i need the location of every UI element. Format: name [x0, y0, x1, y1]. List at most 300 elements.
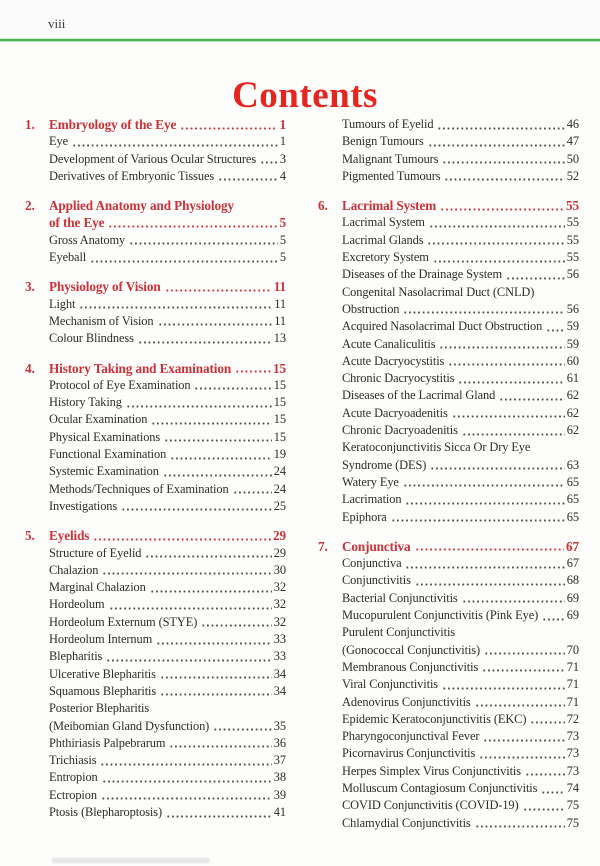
page-number: 70 — [566, 642, 579, 657]
dot-leader — [156, 631, 272, 648]
toc-entry — [342, 266, 579, 283]
toc-entry — [49, 377, 286, 394]
toc-entry — [342, 439, 579, 474]
chapter-body — [49, 527, 286, 544]
entry-text: Lacrimal System — [342, 215, 425, 230]
toc-row — [342, 232, 579, 249]
toc-row — [49, 752, 286, 769]
dot-leader — [458, 370, 564, 387]
chapter-number: 4. — [25, 360, 35, 376]
entry-text: Conjunctivitis — [342, 573, 411, 588]
dot-leader — [180, 116, 277, 133]
toc-row — [342, 457, 579, 474]
dot-leader — [109, 596, 272, 613]
toc-entry — [342, 555, 579, 572]
page-number: 71 — [566, 659, 579, 674]
entry-text: Lacrimal Glands — [342, 232, 424, 247]
dot-leader — [442, 676, 565, 693]
dot-leader — [444, 168, 564, 185]
page-number: 1 — [279, 134, 286, 149]
toc-row — [49, 631, 286, 648]
toc-row — [342, 422, 579, 439]
chapter-body — [49, 197, 286, 232]
toc-entry — [49, 249, 286, 266]
toc-row — [49, 545, 286, 562]
page-number: 11 — [274, 313, 286, 328]
entry-text: Diseases of the Lacrimal Gland — [342, 388, 496, 403]
dot-leader — [106, 648, 272, 665]
dot-leader — [126, 394, 272, 411]
page-number: 15 — [273, 412, 286, 427]
toc-entry — [49, 787, 286, 804]
toc-entry — [49, 429, 286, 446]
entry-text: Viral Conjunctivitis — [342, 677, 439, 692]
toc-entry — [49, 683, 286, 700]
page-number: 13 — [273, 331, 286, 346]
dot-leader — [525, 763, 565, 780]
entry-text: Epidemic Keratoconjunctivitis (EKC) — [342, 711, 527, 726]
page-number: 36 — [273, 735, 286, 750]
entry-text: Derivatives of Embryonic Tissues — [49, 168, 215, 183]
page-number: 55 — [566, 232, 579, 247]
toc-entry — [342, 763, 579, 780]
dot-leader — [475, 815, 565, 832]
page-number: 65 — [566, 474, 579, 489]
dot-leader — [72, 133, 278, 150]
page-number: 34 — [273, 666, 286, 681]
chapter-body — [342, 538, 579, 555]
toc-entry — [342, 572, 579, 589]
toc-entry — [342, 780, 579, 797]
dot-leader — [101, 787, 272, 804]
page-number: 38 — [273, 770, 286, 785]
page-number: 62 — [566, 405, 579, 420]
chapter-title: of the Eye — [49, 215, 105, 231]
entry-text: Pharyngoconjunctival Fever — [342, 729, 480, 744]
toc-row — [49, 133, 286, 150]
chapter-title: Conjunctiva — [342, 538, 411, 554]
dot-leader — [415, 538, 564, 555]
dot-leader — [235, 360, 271, 377]
page-number: 5 — [279, 215, 286, 231]
toc-row — [342, 387, 579, 404]
entry-text: Molluscum Contagiosum Conjunctivitis — [342, 780, 538, 795]
toc-entry — [342, 624, 579, 659]
page-number: 55 — [566, 198, 579, 214]
dot-leader — [433, 249, 565, 266]
page-number: 5 — [279, 250, 286, 265]
entry-text: Eyeball — [49, 250, 87, 265]
dot-leader — [145, 545, 271, 562]
toc-entry — [49, 463, 286, 480]
page-number: 69 — [566, 590, 579, 605]
toc-row — [49, 463, 286, 480]
page-number: 63 — [566, 457, 579, 472]
dot-leader — [403, 301, 564, 318]
toc-entry — [49, 411, 286, 428]
toc-row — [342, 538, 579, 555]
entry-text: Congenital Nasolacrimal Duct (CNLD) — [342, 284, 535, 299]
toc-row — [49, 232, 286, 249]
page-number: 32 — [273, 597, 286, 612]
entry-text: Physical Examinations — [49, 429, 161, 444]
dot-leader — [164, 429, 272, 446]
toc-column-left — [25, 116, 286, 832]
toc-entry — [342, 711, 579, 728]
dot-leader — [403, 474, 565, 491]
dot-leader — [546, 318, 565, 335]
dot-leader — [462, 422, 565, 439]
page-number: 67 — [566, 556, 579, 571]
toc-row — [342, 370, 579, 387]
page-number: 24 — [273, 481, 286, 496]
toc-row — [49, 614, 286, 631]
dot-leader — [165, 278, 272, 295]
page-number: 33 — [273, 632, 286, 647]
toc-row — [49, 498, 286, 515]
dot-leader — [391, 509, 565, 526]
dot-leader — [201, 614, 272, 631]
toc-entry — [342, 590, 579, 607]
page-number: 56 — [566, 301, 579, 316]
page-number: 75 — [566, 798, 579, 813]
entry-text: Tumours of Eyelid — [342, 117, 434, 131]
page-number: 68 — [566, 573, 579, 588]
entry-text: Ulcerative Blepharitis — [49, 666, 156, 681]
toc-entry — [49, 700, 286, 735]
toc-column-right — [318, 116, 579, 832]
toc-entry — [49, 804, 286, 821]
toc-row — [49, 313, 286, 330]
dot-leader — [260, 151, 278, 168]
toc-entry — [342, 509, 579, 526]
page-number: 25 — [273, 498, 286, 513]
page-number: 62 — [566, 423, 579, 438]
entry-text: Eye — [49, 134, 68, 149]
dot-leader — [158, 313, 273, 330]
toc-row — [342, 780, 579, 797]
dot-leader — [102, 562, 271, 579]
entry-text: Adenovirus Conjunctivitis — [342, 694, 471, 709]
toc-row — [342, 151, 579, 168]
entry-text: Chronic Dacryocystitis — [342, 371, 455, 386]
entry-text: Acute Dacryoadenitis — [342, 405, 448, 420]
entry-text: Syndrome (DES) — [342, 457, 427, 472]
toc-row — [342, 555, 579, 572]
toc-row — [342, 763, 579, 780]
toc-row — [49, 360, 286, 377]
toc-entry — [342, 214, 579, 231]
entry-text: Herpes Simplex Virus Conjunctivitis — [342, 763, 521, 778]
entry-text: Benign Tumours — [342, 134, 424, 149]
toc-entry — [342, 694, 579, 711]
toc-row — [342, 197, 579, 214]
entry-text: Purulent Conjunctivitis — [342, 625, 456, 640]
entry-text: Membranous Conjunctivitis — [342, 659, 479, 674]
dot-leader — [430, 457, 565, 474]
page-number: 71 — [566, 677, 579, 692]
dot-leader — [428, 133, 565, 150]
dot-leader — [415, 572, 565, 589]
toc-row — [342, 659, 579, 676]
page-number: 24 — [273, 464, 286, 479]
toc-entry — [342, 133, 579, 150]
page-number: 37 — [273, 753, 286, 768]
dot-leader — [542, 607, 565, 624]
dot-leader — [79, 296, 272, 313]
toc-row — [342, 116, 579, 133]
page-number: 41 — [273, 804, 286, 819]
toc-entry — [49, 545, 286, 562]
toc-entry — [49, 481, 286, 498]
dot-leader — [499, 387, 565, 404]
toc-row — [49, 116, 286, 133]
toc-row — [342, 405, 579, 422]
page-number: 30 — [273, 562, 286, 577]
page-number: 29 — [273, 545, 286, 560]
entry-text: Light — [49, 296, 76, 311]
toc-row — [49, 596, 286, 613]
page-number: 15 — [273, 360, 286, 376]
toc-row — [49, 666, 286, 683]
page-number: 73 — [566, 763, 579, 778]
page-number: 33 — [273, 649, 286, 664]
dot-leader — [440, 197, 564, 214]
page-number: 19 — [273, 447, 286, 462]
toc-row — [49, 683, 286, 700]
entry-text: Chlamydial Conjunctivitis — [342, 815, 471, 830]
chapter-title: Embryology of the Eye — [49, 117, 177, 132]
toc-entry — [342, 474, 579, 491]
entry-text: Development of Various Ocular Structures — [49, 151, 257, 166]
toc-chapter — [318, 197, 579, 214]
toc-row — [342, 474, 579, 491]
page-number: 39 — [273, 787, 286, 802]
scan-artifact — [52, 858, 210, 863]
toc-entry — [49, 498, 286, 515]
entry-text: Gross Anatomy — [49, 232, 126, 247]
entry-text: Posterior Blepharitis — [49, 701, 150, 716]
chapter-body — [49, 360, 286, 377]
toc-row — [49, 527, 286, 544]
entry-text: Ocular Examination — [49, 412, 148, 427]
chapter-title: Applied Anatomy and Physiology — [49, 198, 234, 214]
toc-row — [342, 509, 579, 526]
chapter-title: History Taking and Examination — [49, 360, 232, 376]
toc-entry — [342, 797, 579, 814]
dot-leader — [479, 745, 565, 762]
dot-leader — [233, 481, 272, 498]
dot-leader — [194, 377, 271, 394]
entry-text: Hordeolum — [49, 597, 105, 612]
toc-row — [342, 590, 579, 607]
toc-row — [49, 735, 286, 752]
toc-row — [342, 676, 579, 693]
toc-entry — [49, 151, 286, 168]
toc-row — [342, 168, 579, 185]
entry-text: Ptosis (Blepharoptosis) — [49, 804, 163, 819]
toc-chapter — [25, 116, 286, 133]
toc-entry — [342, 370, 579, 387]
page-number: 72 — [566, 711, 579, 726]
toc-row — [342, 491, 579, 508]
chapter-body — [49, 278, 286, 295]
dot-leader — [138, 330, 272, 347]
dot-leader — [530, 711, 564, 728]
dot-leader — [541, 780, 564, 797]
dot-leader — [90, 249, 278, 266]
dot-leader — [482, 659, 565, 676]
toc-row — [49, 648, 286, 665]
page-number: 67 — [566, 538, 579, 554]
toc-entry — [342, 728, 579, 745]
page-number: 52 — [566, 168, 579, 183]
toc-entry — [342, 607, 579, 624]
entry-text: (Meibomian Gland Dysfunction) — [49, 718, 210, 733]
dot-leader — [427, 232, 564, 249]
entry-text: Pigmented Tumours — [342, 168, 441, 183]
dot-leader — [484, 642, 565, 659]
chapter-number: 7. — [318, 538, 328, 554]
page-number: 73 — [566, 729, 579, 744]
chapter-body — [342, 197, 579, 214]
entry-text: Methods/Techniques of Examination — [49, 481, 229, 496]
dot-leader — [166, 804, 272, 821]
toc-row — [342, 694, 579, 711]
dot-leader — [462, 590, 565, 607]
page-number: 61 — [566, 371, 579, 386]
toc-chapter — [25, 360, 286, 377]
entry-text: Blepharitis — [49, 649, 103, 664]
toc-entry — [49, 596, 286, 613]
entry-text: (Gonococcal Conjunctivitis) — [342, 642, 481, 657]
toc-row — [342, 815, 579, 832]
toc-row — [342, 266, 579, 283]
page-number: 34 — [273, 683, 286, 698]
toc-row — [49, 296, 286, 313]
page-number: 47 — [566, 134, 579, 149]
toc-entry — [342, 387, 579, 404]
entry-text: Phthiriasis Palpebrarum — [49, 735, 166, 750]
page-number: 59 — [566, 336, 579, 351]
toc-row — [342, 301, 579, 318]
page-number: 74 — [566, 780, 579, 795]
dot-leader — [442, 151, 564, 168]
toc-row — [342, 353, 579, 370]
toc-row — [49, 411, 286, 428]
entry-text: Keratoconjunctivitis Sicca Or Dry Eye — [342, 440, 531, 455]
page-number: 69 — [566, 608, 579, 623]
entry-text: Investigations — [49, 498, 118, 513]
toc-row — [342, 214, 579, 231]
page-number: 71 — [566, 694, 579, 709]
toc-entry — [342, 249, 579, 266]
page-number: 15 — [273, 395, 286, 410]
entry-text: Diseases of the Drainage System — [342, 267, 502, 282]
page-folio: viii — [48, 16, 66, 31]
dot-leader — [452, 405, 565, 422]
toc-row — [49, 168, 286, 185]
page-number: 11 — [274, 296, 286, 311]
dot-leader — [121, 498, 272, 515]
page-number: 55 — [566, 215, 579, 230]
entry-text: Chronic Dacryoadenitis — [342, 423, 458, 438]
entry-text: Acute Canaliculitis — [342, 336, 436, 351]
toc-entry — [49, 168, 286, 185]
page-number: 29 — [273, 528, 286, 544]
entry-text: Ectropion — [49, 787, 97, 802]
entry-text: Mucopurulent Conjunctivitis (Pink Eye) — [342, 608, 539, 623]
entry-text: History Taking — [49, 395, 122, 410]
entry-text: Hordeolum Internum — [49, 632, 153, 647]
chapter-title: Lacrimal System — [342, 198, 437, 214]
toc-row — [49, 249, 286, 266]
toc-row — [342, 797, 579, 814]
toc-entry — [49, 446, 286, 463]
entry-text: Protocol of Eye Examination — [49, 377, 191, 392]
dot-leader — [150, 579, 272, 596]
toc-entry — [342, 336, 579, 353]
entry-text: Mechanism of Vision — [49, 313, 154, 328]
toc-entry — [342, 815, 579, 832]
page-number: 55 — [566, 250, 579, 265]
toc-entry — [49, 330, 286, 347]
dot-leader — [405, 555, 564, 572]
toc-entry — [49, 133, 286, 150]
entry-text: Picornavirus Conjunctivitis — [342, 746, 476, 761]
entry-text: Watery Eye — [342, 474, 399, 489]
toc-row — [342, 642, 579, 659]
toc-entry — [49, 614, 286, 631]
dot-leader — [151, 411, 271, 428]
dot-leader — [160, 666, 272, 683]
toc-row — [49, 429, 286, 446]
toc-row — [342, 133, 579, 150]
toc-row — [342, 728, 579, 745]
toc-entry — [49, 562, 286, 579]
dot-leader — [523, 797, 565, 814]
entry-text: Excretory System — [342, 250, 429, 265]
chapter-number: 2. — [25, 198, 35, 214]
toc-chapter — [318, 538, 579, 555]
entry-text: Trichiasis — [49, 753, 97, 768]
dot-leader — [448, 353, 565, 370]
toc-row — [49, 787, 286, 804]
page-number: 4 — [279, 168, 286, 183]
dot-leader — [170, 446, 272, 463]
dot-leader — [475, 694, 565, 711]
page-number: 56 — [566, 267, 579, 282]
dot-leader — [163, 463, 272, 480]
toc-row — [49, 718, 286, 735]
toc-chapter — [25, 278, 286, 295]
toc-entry — [342, 168, 579, 185]
chapter-body — [49, 116, 286, 133]
entry-text: Structure of Eyelid — [49, 545, 142, 560]
page-number: 15 — [273, 429, 286, 444]
page-number: 3 — [279, 151, 286, 166]
dot-leader — [102, 769, 272, 786]
dot-leader — [108, 214, 277, 231]
dot-leader — [218, 168, 278, 185]
toc-row — [49, 446, 286, 463]
dot-leader — [93, 527, 271, 544]
entry-text: Entropion — [49, 770, 98, 785]
toc-row — [49, 562, 286, 579]
page-number: 65 — [566, 492, 579, 507]
toc-entry — [49, 394, 286, 411]
toc-entry — [49, 313, 286, 330]
